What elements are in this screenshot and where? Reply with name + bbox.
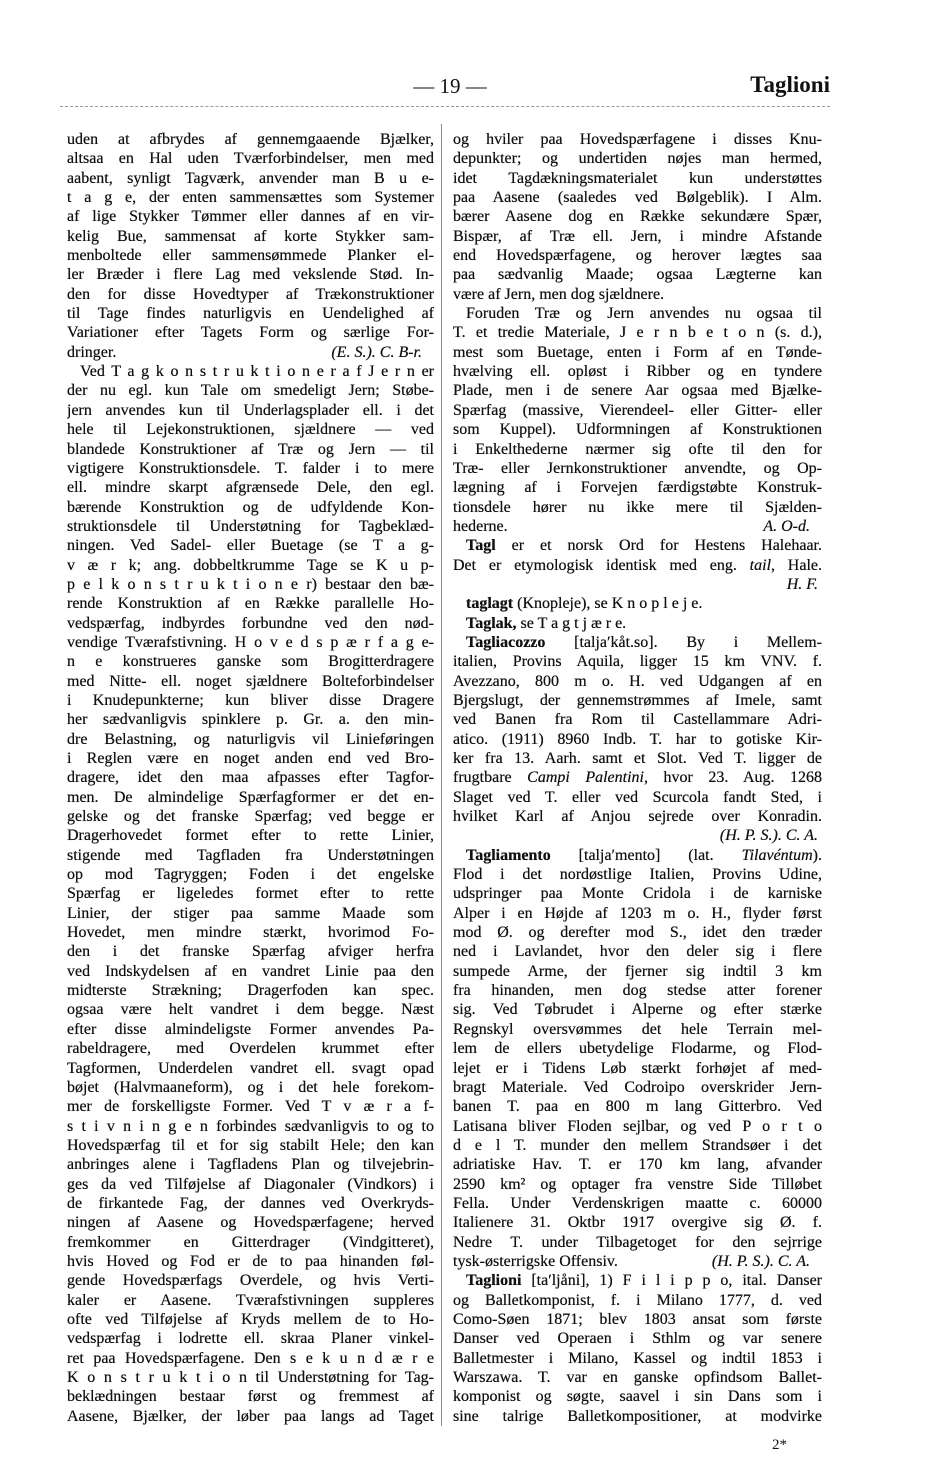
text-run: hederne.: [453, 517, 508, 535]
text-line: bærer Aasene dog en Række sekundære Spær,: [453, 208, 822, 226]
text-run: (Knopleje), se K n o p l e j e.: [513, 595, 703, 613]
text-line: dragere, idet den maa afpasses efter Tagfor-: [67, 769, 434, 787]
text-line: komponist og søgte, saavel i sin Dans som i: [453, 1388, 822, 1406]
text-line: som Kuppel). Udformningen af Konstruktionen: [453, 421, 822, 439]
text-line: jern anvendes kun til Underlagsplader ell. i det: [67, 401, 434, 419]
text-line: [453, 633, 822, 652]
text-line: i Enkelthederne nærmer sig ofte til den for: [453, 440, 822, 458]
text-line: Dragerhovedet formet efter to rette Linier,: [67, 827, 434, 845]
text-line: d e l T. munder den mellem Strandsøer i det: [453, 1136, 822, 1154]
entry-headword: Taglak,: [466, 614, 517, 632]
text-line: kelig Bue, sammensat af korte Stykker sam-: [67, 227, 434, 245]
text-line: Hovedspærfag til et for sig stabilt Hele; den kan: [67, 1136, 434, 1154]
text-line: vendige Tværafstivning. H o v e d s p æ r f a g e-: [67, 633, 434, 651]
text-line: [453, 614, 822, 633]
text-line: 2590 km² og optager fra venstre Side Tilløbet: [453, 1175, 822, 1193]
text-line: vedspærfag, indbyrdes forbundne ved den nød-: [67, 614, 434, 632]
text-run: være af Jern, men dog sjældnere.: [453, 285, 665, 303]
text-line: den i det franske Spærfag afviger herfra: [67, 943, 434, 961]
text-line: Spærfag (massive, Vierendeel- eller Gitter- eller: [453, 401, 822, 419]
text-line: men. De almindelige Spærfagformer er det en-: [67, 788, 434, 806]
text-line: kaler er Aasene. Tværafstivningen suppleres: [67, 1291, 434, 1309]
text-line: [453, 768, 822, 787]
text-line: paa sædvanlig Maade; ogsaa Lægterne kan: [453, 266, 822, 284]
page-number: — 19 —: [413, 74, 487, 98]
text-line: her sædvanligvis spinklere p. Gr. a. den min-: [67, 711, 434, 729]
text-line: Tagformen, Underdelen vandret ell. svagt opad: [67, 1059, 434, 1077]
text-line: i Knudepunkterne; kun bliver disse Dragere: [67, 691, 434, 709]
text-line: sig. Ved Tøbrudet i Alperne og efter stærke: [453, 1001, 822, 1019]
text-line: [453, 556, 822, 575]
text-line: midterste Strækning; Dragerfoden kan spec.: [67, 982, 434, 1000]
text-line: efter disse almindeligste Former anvendes Pa-: [67, 1020, 434, 1038]
text-line: ogsaa være helt vandret i dem begge. Næst: [67, 1001, 434, 1019]
text-line: og hviler paa Hovedspærfagene i disses Knu-: [453, 131, 822, 148]
text-line: bærende Konstruktion og de udfyldende Kon-: [67, 498, 434, 516]
text-line: mer de forskelligste Former. Ved T v æ r a f-: [67, 1098, 434, 1116]
text-line: Avezzano, 800 m o. H. ved Udgangen af en: [453, 672, 822, 690]
text-line: atico. (1911) 8960 Indb. T. har to gotiske Kir-: [453, 730, 822, 748]
text-line: altsaa en Hal uden Tværforbindelser, men med: [67, 150, 434, 168]
text-line: Danser ved Operaen i Sthlm og var senere: [453, 1330, 822, 1348]
text-line: vigtigere Konstruktionsdele. T. falder i to mere: [67, 459, 434, 477]
text-run: [taljaʹmento] (lat.: [550, 846, 742, 864]
text-line: hvælving ell. opløst i Ribber og en tyndere: [453, 363, 822, 381]
text-line: Variationer efter Tagets Form og særlige For-: [67, 324, 434, 342]
text-line: Spærfag er ligeledes formet efter to rette: [67, 885, 434, 903]
text-line: Regnskyl oversvømmes det hele Terrain mel-: [453, 1020, 822, 1038]
text-line: den for disse Hovedtyper af Trækonstruktioner: [67, 285, 434, 303]
running-head: Taglioni: [750, 72, 830, 97]
text-run: Ved T a g k o n s t r u k t i o n e r a f J e r n er: [80, 363, 434, 381]
text-line: ningen. Ved Sadel- eller Buetage (se T a g-: [67, 537, 434, 555]
text-run: , hvor 23. Aug. 1268: [643, 769, 822, 787]
text-line: rabeldragere, med Overdelen krummet efter: [67, 1040, 434, 1058]
text-line: fra hinanden, men dog stedse atter forener: [453, 982, 822, 1000]
text-line: Fella. Under Verdenskrigen maatte c. 60000: [453, 1194, 822, 1212]
text-line: aabent, synligt Tagværk, anvender man B u e-: [67, 169, 434, 187]
text-line: lejet er i Tidens Løb stærkt forhøjet af med-: [453, 1059, 822, 1077]
text-line: tionsdele hører nu ikke mere til Sjælden-: [453, 498, 822, 516]
signature-mark: 2*: [772, 1437, 787, 1453]
text-line: lem de ellers ubetydelige Flodarme, og Flod-: [453, 1040, 822, 1058]
text-line: Italienere 31. Oktbr 1917 overgive sig Ø. f.: [453, 1214, 822, 1232]
entry-headword: Tagl: [466, 537, 496, 555]
text-line: af lige Stykker Tømmer eller dannes af en vir-: [67, 208, 434, 226]
text-line: Nedre T. under Tilbagetoget for den sejrrige: [453, 1233, 822, 1251]
text-line: paa Aasene (saaledes ved Bølgeblik). I Alm.: [453, 189, 822, 207]
entry-headword: Tagliamento: [466, 846, 551, 864]
text-line: mest som Buetage, enten i Form af en Tønde-: [453, 343, 822, 361]
text-line: og Balletkomponist, f. i Milano 1777, d. ved: [453, 1291, 822, 1309]
entry-headword: taglagt: [466, 595, 514, 613]
text-line: [453, 285, 822, 304]
text-line: [453, 304, 822, 323]
text-line: anbringes alene i Tagfladens Plan og tilvejebrin-: [67, 1156, 434, 1174]
text-line: [453, 594, 822, 613]
text-line: Plade, men i de senere Aar ogsaa med Bjælke-: [453, 382, 822, 400]
text-line: ret paa Hovedspærfagene. Den s e k u n d æ r e: [67, 1349, 434, 1367]
text-run: ).: [812, 846, 822, 864]
left-column: [67, 130, 434, 1426]
text-line: [453, 846, 822, 865]
text-line: mod Ø. og derefter mod S., idet den træder: [453, 924, 822, 942]
text-line: ningen af Aasene og Hovedspærfagene; herved: [67, 1214, 434, 1232]
text-line: hvilket Karl af Anjou sejrede over Konradin.: [453, 808, 822, 826]
text-run: [taljaʹkåt.so]. By i Mellem-: [545, 633, 822, 651]
text-run: [taʹljåni], 1) F i l i p p o, ital. Danser: [521, 1272, 822, 1290]
text-line: lægning af i Forvejen færdigstøbte Konstruk-: [453, 479, 822, 497]
text-line: ler Bræder i flere Lag med vekslende Stød. In-: [67, 266, 434, 284]
text-line: sine talrige Balletkompositioner, at modvirke: [453, 1407, 822, 1425]
text-line: i Reglen være en noget anden end ved Bro-: [67, 750, 434, 767]
text-line: [67, 343, 434, 362]
text-line: s t i v n i n g e n forbindes sædvanligvis to og to: [67, 1117, 434, 1135]
text-line: menboltede eller sammensømmede Planker el-: [67, 247, 434, 265]
text-line: ved Indskydelsen af en vandret Linie paa den: [67, 962, 434, 980]
text-line: Latisana bliver Floden sejlbar, og ved P o r t o: [453, 1117, 822, 1135]
text-run: dringer.: [67, 343, 117, 361]
text-line: hvis Hoved og Fod er de to paa hinanden føl-: [67, 1252, 434, 1270]
text-line: v æ r k; ang. dobbeltkrumme Tage se K u p-: [67, 556, 434, 574]
text-line: [453, 1271, 822, 1290]
text-line: Hovedet, men mindre stærkt, hvorimod Fo-: [67, 924, 434, 942]
text-line: udspringer paa Monte Cridola i de karniske: [453, 885, 822, 903]
author-signature: H. F.: [786, 575, 818, 593]
text-line: T. et tredie Materiale, J e r n b e t o n (s. d.),: [453, 324, 822, 342]
author-signature: (H. P. S.). C. A.: [711, 1252, 810, 1270]
text-line: beklædningen bestaar først og fremmest af: [67, 1388, 434, 1406]
italic-text: Tilavéntum: [741, 846, 813, 864]
text-line: [453, 575, 822, 594]
text-line: de firkantede Fag, der dannes ved Overkryds-: [67, 1194, 434, 1212]
entry-headword: Tagliacozzo: [466, 633, 546, 651]
text-run: tysk-østerrigske Offensiv.: [453, 1252, 618, 1270]
text-line: Como-Søen 1871; blev 1803 ansat som første: [453, 1310, 822, 1328]
text-line: ned i Lavlandet, hvor den deler sig i flere: [453, 943, 822, 961]
text-line: fremkommer en Gitterdrager (Vindgitteret),: [67, 1233, 434, 1251]
text-line: italien, Provins Aquila, ligger 15 km VNV. f.: [453, 653, 822, 671]
text-line: gende Hovedspærfags Overdele, og hvis Verti-: [67, 1272, 434, 1290]
text-line: adriatiske Hav. T. er 170 km lang, afvander: [453, 1156, 822, 1174]
text-line: ker fra 13. Aarh. samt et Slot. Ved T. ligger de: [453, 750, 822, 767]
text-line: sumpede Arme, der fjerner sig indtil 3 km: [453, 962, 822, 980]
text-line: rende Konstruktion af en Række parallelle Ho-: [67, 595, 434, 613]
column-divider: [441, 124, 442, 1426]
text-run: Det er etymologisk identisk med eng.: [453, 556, 750, 574]
text-run: , Hale.: [771, 556, 822, 574]
text-line: stigende med Tagfladen fra Understøtningen: [67, 846, 434, 864]
text-line: struktionsdele til Understøtning for Tagbeklæd-: [67, 517, 434, 535]
header-rule: [60, 106, 830, 107]
text-line: uden at afbrydes af gennemgaaende Bjælker,: [67, 131, 434, 148]
author-signature: A. O-d.: [763, 517, 810, 535]
text-line: Træ- eller Jernkonstruktioner anvendte, og Op-: [453, 459, 822, 477]
text-run: frugtbare: [453, 769, 528, 787]
text-line: Bispær, af Træ ell. Jern, i mindre Afstande: [453, 227, 822, 245]
right-column: [453, 130, 822, 1426]
author-signature: (H. P. S.). C. A.: [719, 827, 818, 845]
text-line: end Hovedspærfagene, og herover lægtes saa: [453, 247, 822, 265]
text-line: Alper i en Højde af 1203 m o. H., flyder først: [453, 904, 822, 922]
text-line: banen T. paa en 800 m lang Gitterbro. Ved: [453, 1098, 822, 1116]
text-line: depunkter; og undertiden nøjes man hermed,: [453, 150, 822, 168]
text-line: ell. mindre skarpt afgrænsede Dele, den egl.: [67, 479, 434, 497]
text-line: hele til Lejekonstruktionen, sjældnere — ved: [67, 421, 434, 439]
text-line: Bjergslugt, der gennemstrømmes af Imele, samt: [453, 691, 822, 709]
italic-text: tail: [749, 556, 772, 574]
text-line: [453, 1252, 822, 1271]
text-line: til Tage findes naturligvis en Uendelighed af: [67, 305, 434, 323]
text-line: [453, 536, 822, 555]
text-line: dre Belastning, og naturligvis vil Linieføringen: [67, 730, 434, 748]
text-line: n e konstrueres ganske som Brogitterdragere: [67, 653, 434, 671]
text-line: der nu egl. kun Tale om smedeligt Jern; Støbe-: [67, 382, 434, 400]
author-signature: (E. S.). C. B-r.: [331, 343, 422, 361]
text-line: ges da ved Tilføjelse af Diagonaler (Vindkors) i: [67, 1175, 434, 1193]
text-line: Warszawa. T. var en ganske opfindsom Ballet-: [453, 1369, 822, 1386]
text-line: vedspærfag i lodrette ell. skraa Planer vinkel-: [67, 1330, 434, 1348]
text-line: Balletmester i Milano, Kassel og indtil 1853 i: [453, 1349, 822, 1367]
text-line: ved Banen fra Rom til Castellammare Adri-: [453, 711, 822, 729]
text-line: blandede Konstruktioner af Træ og Jern — til: [67, 440, 434, 458]
text-line: ofte ved Tilføjelse af Kryds mellem de to Ho-: [67, 1310, 434, 1328]
text-line: K o n s t r u k t i o n til Understøtning for Tag-: [67, 1369, 434, 1386]
text-line: op mod Tagryggen; Foden i det engelske: [67, 866, 434, 884]
text-line: gelske og det franske Spærfag; ved begge er: [67, 808, 434, 826]
text-run: er et norsk Ord for Hestens Halehaar.: [495, 537, 822, 555]
text-line: Slaget ved T. eller ved Scurcola fandt Sted, i: [453, 788, 822, 806]
text-line: Linier, der stiger paa samme Maade som: [67, 904, 434, 922]
text-line: Flod i det nordøstlige Italien, Provins Udine,: [453, 866, 822, 884]
text-run: Foruden Træ og Jern anvendes nu ogsaa til: [466, 305, 822, 323]
text-line: bøjet (Halvmaaneform), og i det hele forekom-: [67, 1078, 434, 1096]
text-line: [453, 517, 822, 536]
text-line: [453, 826, 822, 845]
text-line: bragt Materiale. Ved Codroipo overskrider Jern-: [453, 1078, 822, 1096]
text-line: [67, 362, 434, 381]
text-line: t a g e, der enten sammensættes som Systemer: [67, 189, 434, 207]
text-line: p e l k o n s t r u k t i o n e r) bestaar den bæ-: [67, 575, 434, 593]
text-run: se T a g t j æ r e.: [516, 614, 627, 632]
text-line: idet Tagdækningsmaterialet kun understøttes: [453, 169, 822, 187]
entry-headword: Taglioni: [466, 1272, 522, 1290]
italic-text: Campi Palentini: [527, 769, 644, 787]
text-line: med Nitte- ell. noget sjældnere Bolteforbindelser: [67, 672, 434, 690]
text-line: Aasene, Bjælker, der løber paa langs ad Taget: [67, 1407, 434, 1425]
